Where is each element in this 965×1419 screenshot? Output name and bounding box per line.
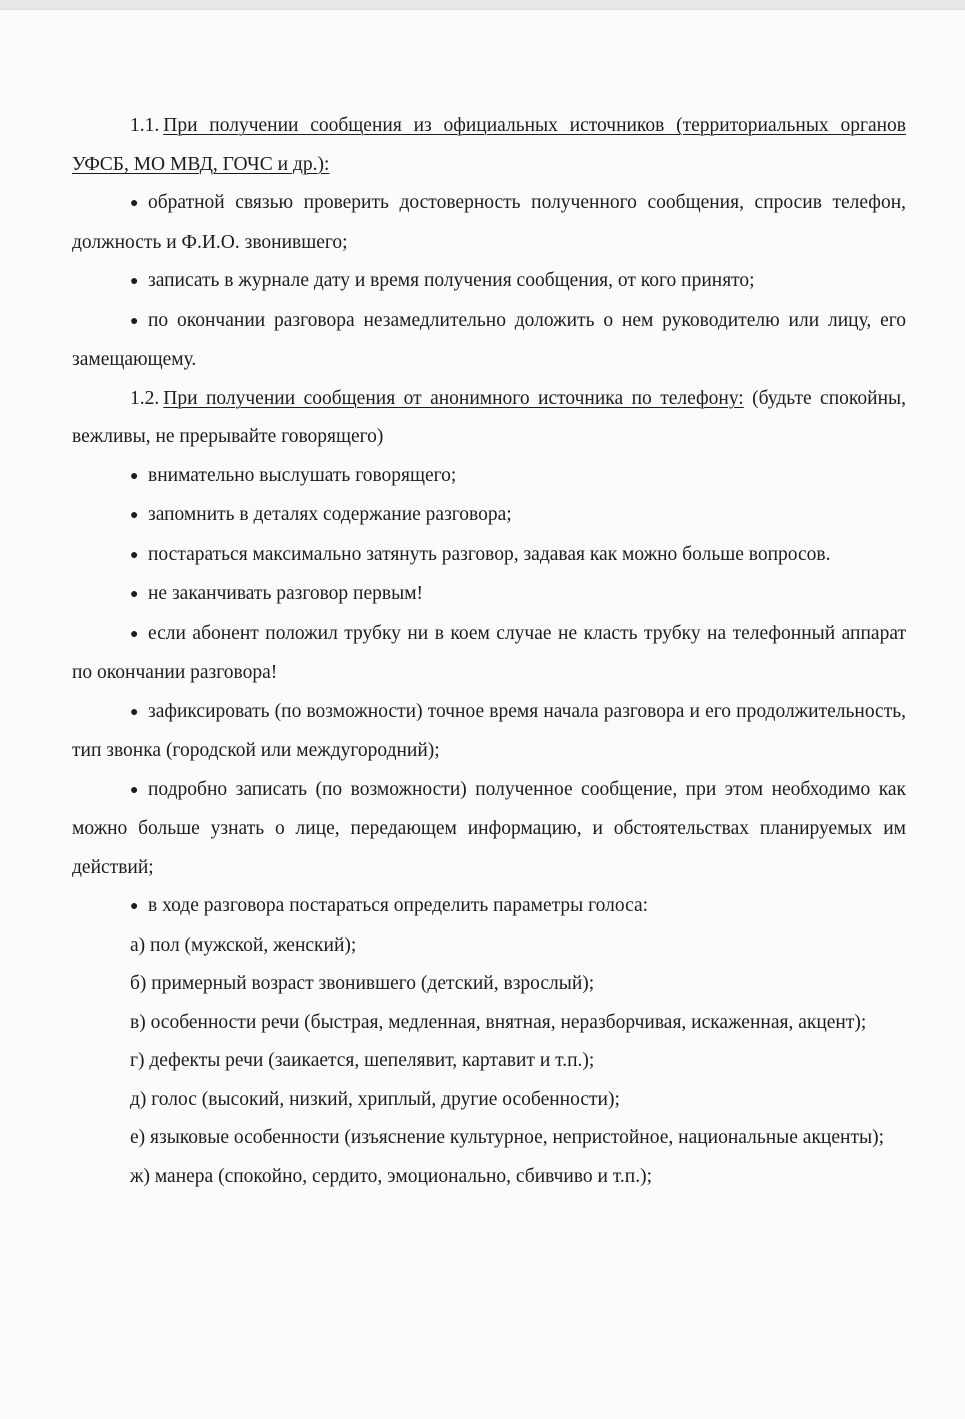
- bullet-icon: ●: [130, 587, 139, 602]
- section-heading-text: При получении сообщения из официальных источников (территориальных органов УФСБ, МО МВД, ГОЧС и др.):: [72, 115, 906, 175]
- voice-param-item: а) пол (мужской, женский);: [130, 934, 357, 956]
- bullet-icon: ●: [130, 704, 139, 720]
- list-item: ● по окончании разговора незамедлительно доложить о нем руководителю или лицу, его замещающему.: [72, 302, 906, 380]
- document-page: [0, 10, 965, 1419]
- list-item: ● если абонент положил трубку ни в коем случае не класть трубку на телефонный аппарат по окончании разговора!: [72, 615, 906, 693]
- list-item: ● обратной связью проверить достоверность полученного сообщения, спросив телефон, должность и Ф.И.О. звонившего;: [72, 184, 906, 262]
- list-item: ● запомнить в деталях содержание разговора;: [72, 496, 906, 536]
- voice-param-item: в) особенности речи (быстрая, медленная, внятная, неразборчивая, искаженная, акцент);: [130, 1011, 867, 1033]
- bullet-icon: ●: [130, 547, 139, 563]
- section-heading-text: При получении сообщения от анонимного источника по телефону:: [163, 387, 744, 409]
- bullet-icon: ●: [130, 468, 139, 484]
- bullet-icon: ●: [130, 196, 139, 211]
- section-1-2-heading: [72, 380, 906, 457]
- bullet-icon: ●: [130, 313, 139, 329]
- voice-param-item: б) примерный возраст звонившего (детский, взрослый);: [130, 973, 595, 994]
- list-item: ● не заканчивать разговор первым!: [72, 575, 906, 615]
- section-1-1-heading: [72, 107, 906, 184]
- voice-param-item: е) языковые особенности (изъяснение культурное, непристойное, национальные акценты);: [130, 1127, 884, 1148]
- bullet-icon: ●: [130, 626, 139, 642]
- document-body: [72, 107, 906, 1196]
- bullet-icon: ●: [130, 274, 139, 289]
- bullet-icon: ●: [130, 899, 139, 914]
- list-item: ● в ходе разговора постараться определить параметры голоса:: [72, 887, 906, 927]
- voice-param-item: г) дефекты речи (заикается, шепелявит, картавит и т.п.);: [130, 1050, 595, 1071]
- list-item: ● постараться максимально затянуть разговор, задавая как можно больше вопросов.: [72, 536, 906, 576]
- section-number: 1.2.: [130, 387, 160, 409]
- voice-param-item: ж) манера (спокойно, сердито, эмоционально, сбивчиво и т.п.);: [130, 1165, 653, 1187]
- bullet-icon: ●: [130, 508, 139, 523]
- section-number: 1.1.: [130, 115, 160, 136]
- bullet-icon: ●: [130, 782, 139, 798]
- section-heading-note: (будьте спокойны, вежливы, не прерывайте говорящего): [72, 387, 906, 447]
- list-item: ● записать в журнале дату и время получения сообщения, от кого принято;: [72, 262, 906, 302]
- list-item: ● внимательно выслушать говорящего;: [72, 457, 906, 497]
- list-item: ● зафиксировать (по возможности) точное время начала разговора и его продолжительность, тип звонка (городской или междугородний);: [72, 693, 906, 771]
- list-item: ● подробно записать (по возможности) полученное сообщение, при этом необходимо как можно больше узнать о лице, передающем информацию, и обстоятельствах планируемых им действий;: [72, 771, 906, 888]
- voice-param-item: д) голос (высокий, низкий, хриплый, другие особенности);: [130, 1088, 620, 1110]
